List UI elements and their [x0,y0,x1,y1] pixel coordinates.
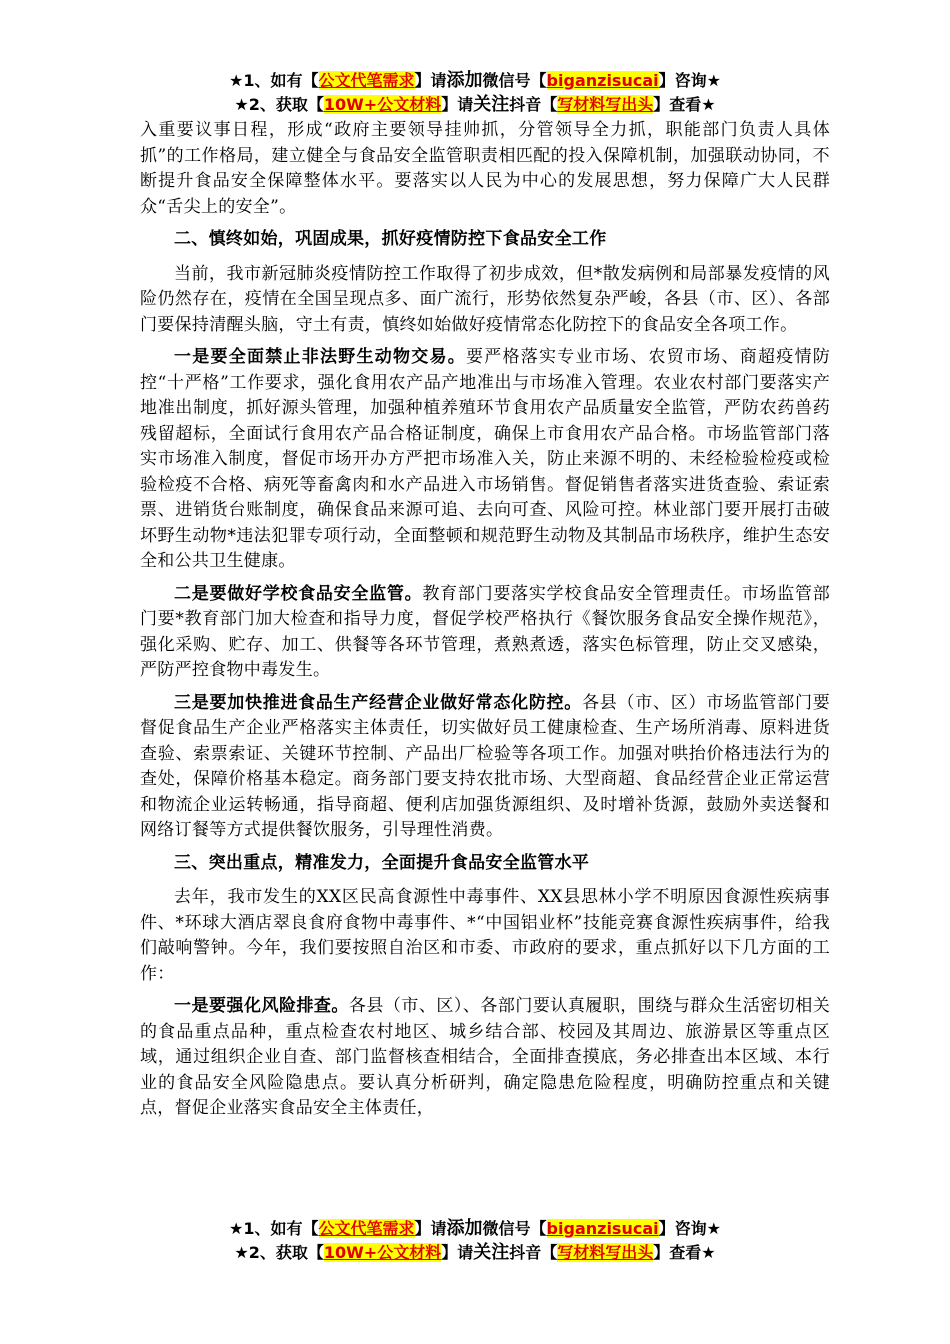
banner-text: 】请 [414,71,447,90]
banner-emphasis: 关注 [473,1242,510,1263]
banner-text: 】请 [414,1219,447,1238]
banner-text: ★1、如有【 [229,1219,319,1238]
banner-highlight: 公文代笔需求 [318,1219,415,1238]
banner-highlight: 公文代笔需求 [318,71,415,90]
paragraph: 入重要议事日程，形成“政府主要领导挂帅抓，分管领导全力抓，职能部门负责人具体抓”的工作格局，建立健全与食品安全监管职责相匹配的投入保障机制，加强联动协同，不断提升食品安全保障整体水平。要落实以人民为中心的发展思想，努力保障广大人民群众“舌尖上的安全”。 [140,120,830,217]
banner-text: 】查看★ [653,1243,716,1262]
paragraph: 当前，我市新冠肺炎疫情防控工作取得了初步成效，但*散发病例和局部暴发疫情的风险仍然存在，疫情在全国呈现点多、面广流行，形势依然复杂严峻，各县（市、区）、各部门要保持清醒头脑，守土有责，慎终如始做好疫情常态化防控下的食品安全各项工作。 [140,263,830,335]
paragraph-lead: 三是要加快推进食品生产经营企业做好常态化防控。 [174,692,583,713]
paragraph-lead: 一是要强化风险排查。 [174,996,349,1016]
banner-text: 】咨询★ [658,1219,721,1238]
paragraph-text: 要严格落实专业市场、农贸市场、商超疫情防控“十严格”工作要求，强化食用农产品产地准出与市场准入管理。农业农村部门要落实产地准出制度，抓好源头管理，加强种植养殖环节食用农产品质量安全监管，严防农药兽药残留超标，全面试行食用农产品合格证制度，确保上市食用农产品合格。市场监管部门落实市场准入制度，督促市场开办方严把市场准入关，防止来源不明的、未经检验检疫或检验检疫不合格、病死等畜禽肉和水产品进入市场销售。督促销售者落实进货查验、索证索票、进销货台账制度，确保食品来源可追、去向可查、风险可控。林业部门要开展打击破坏野生动物*违法犯罪专项行动，全面整顿和规范野生动物及其制品市场秩序，维护生态安全和公共卫生健康。 [140,347,830,571]
section-heading: 二、慎终如始，巩固成果，抓好疫情防控下食品安全工作 [174,229,607,249]
banner-text: ★2、获取【 [234,1243,324,1262]
top-banner-line-1 [0,70,950,92]
banner-text: 】请 [441,1243,474,1262]
banner-highlight-wechat-id: biganzisucai [546,71,659,90]
banner-emphasis: 添加 [446,1218,483,1239]
paragraph [140,691,830,844]
paragraph [140,994,830,1122]
bottom-banner-line-1 [0,1218,950,1240]
banner-text: 】咨询★ [658,71,721,90]
banner-highlight-douyin-id: 写材料写出头 [557,1243,654,1262]
paragraph-lead: 二是要做好学校食品安全监管。 [174,583,423,604]
banner-text: 抖音【 [509,95,558,114]
paragraph: 去年，我市发生的XX区民高食源性中毒事件、XX县思林小学不明原因食源性疾病事件、*环球大酒店翠良食府食物中毒事件、*“中国铝业杯”技能竞赛食源性疾病事件，给我们敲响警钟。今年，我们要按照自治区和市委、市政府的要求，重点抓好以下几方面的工作： [140,887,830,984]
top-banner-line-2 [0,94,950,116]
banner-text: ★2、获取【 [234,95,324,114]
paragraph-text: 教育部门要落实学校食品安全管理责任。市场监管部门要*教育部门加大检查和指导力度，督促学校严格执行《餐饮服务食品安全操作规范》，强化采购、贮存、加工、供餐等各环节管理，煮熟煮透，落实色标管理，防止交叉感染，严防严控食物中毒发生。 [140,583,831,680]
banner-highlight-wechat-id: biganzisucai [546,1219,659,1238]
banner-highlight-douyin-id: 写材料写出头 [557,95,654,114]
banner-emphasis: 添加 [446,70,483,91]
paragraph-text: 各县（市、区）、各部门要认真履职，围绕与群众生活密切相关的食品重点品种，重点检查农村地区、城乡结合部、校园及其周边、旅游景区等重点区域，通过组织企业自查、部门监督核查相结合，全面排查摸底，务必排查出本区域、本行业的食品安全风险隐患点。要认真分析研判，确定隐患危险程度，明确防控重点和关键点，督促企业落实食品安全主体责任， [140,996,830,1118]
banner-text: ★1、如有【 [229,71,319,90]
banner-highlight: 10W+公文材料 [323,95,442,114]
paragraph-text: 各县（市、区）市场监管部门要督促食品生产企业严格落实主体责任，切实做好员工健康检查、生产场所消毒、原料进货查验、索票索证、关键环节控制、产品出厂检验等各项工作。加强对哄抬价格违法行为的查处，保障价格基本稳定。商务部门要支持农批市场、大型商超、食品经营企业正常运营和物流企业运转畅通，指导商超、便利店加强货源组织、及时增补货源，鼓励外卖送餐和网络订餐等方式提供餐饮服务，引导理性消费。 [140,692,830,840]
paragraph-lead: 一是要全面禁止非法野生动物交易。 [174,347,466,367]
banner-text: 微信号【 [482,71,547,90]
paragraph [140,582,830,684]
section-heading: 三、突出重点，精准发力，全面提升食品安全监管水平 [174,852,590,873]
banner-text: 抖音【 [509,1243,558,1262]
banner-text: 微信号【 [482,1219,547,1238]
document-body [140,118,830,1129]
banner-highlight: 10W+公文材料 [323,1243,442,1262]
bottom-banner-line-2 [0,1242,950,1264]
paragraph [140,345,830,575]
banner-text: 】查看★ [653,95,716,114]
banner-emphasis: 关注 [473,94,510,115]
banner-text: 】请 [441,95,474,114]
